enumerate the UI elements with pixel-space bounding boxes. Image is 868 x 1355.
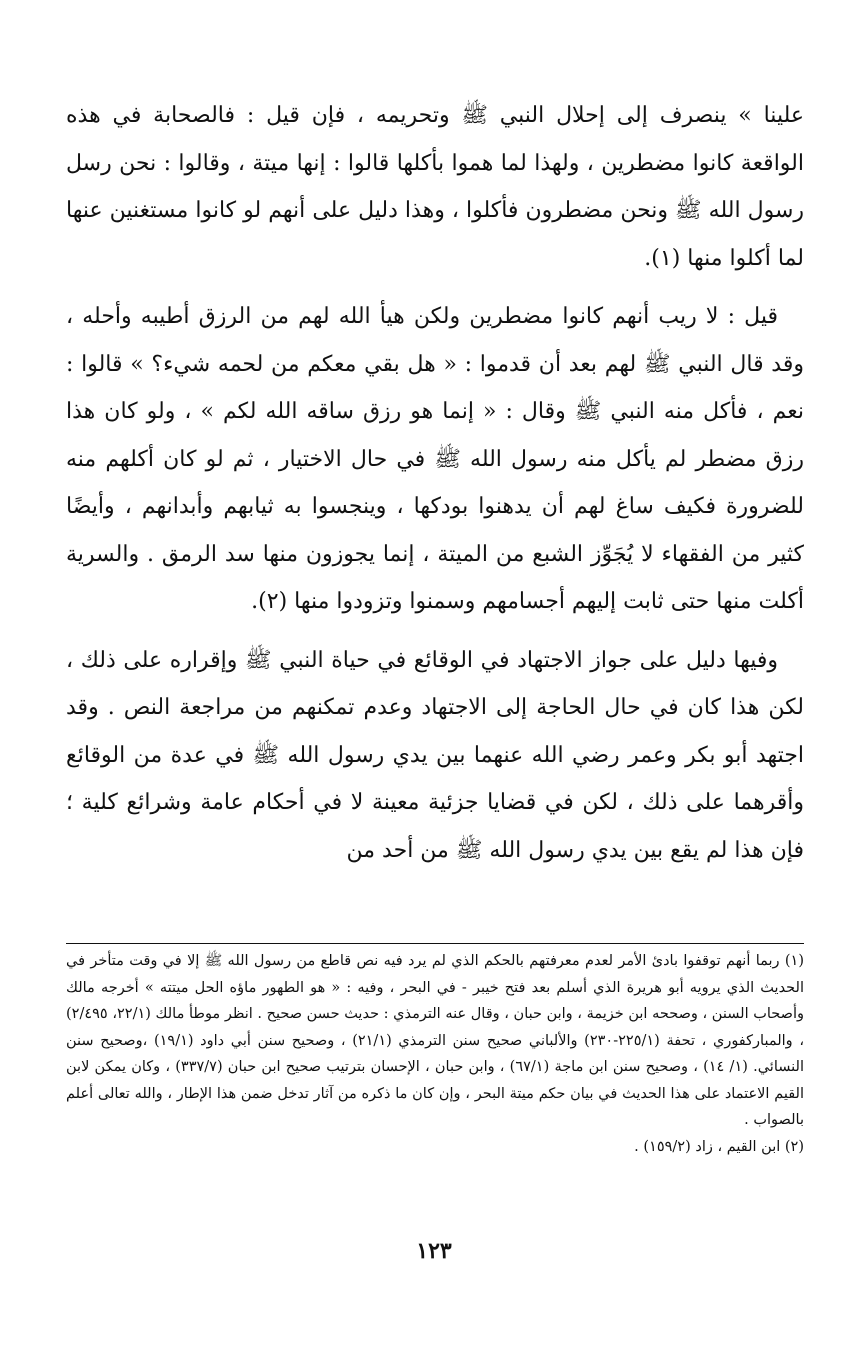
paragraph-3: وفيها دليل على جواز الاجتهاد في الوقائع في حياة النبي ﷺ وإقراره على ذلك ، لكن هذا كان في حال الحاجة إلى الاجتهاد وعدم تمكنهم من مراجعة النص . وقد اجتهد أبو بكر وعمر رضي الله عنهما بين يدي رسول الله ﷺ في عدة من الوقائع وأقرهما على ذلك ، لكن في قضايا جزئية معينة لا في أحكام عامة وشرائع كلية ؛ فإن هذا لم يقع بين يدي رسول الله ﷺ من أحد من	[66, 647, 804, 863]
footnote-1: (١) ربما أنهم توقفوا بادئ الأمر لعدم معرفتهم بالحكم الذي لم يرد فيه نص قاطع من رسول الله ﷺ إلا في وقت متأخر في الحديث الذي يرويه أبو هريرة الذي أسلم بعد فتح خيبر - في البحر ، وفيه : « هو الطهور ماؤه الحل ميتته » أخرجه مالك وأصحاب السنن ، وصححه ابن خزيمة ، وابن حبان ، وقال عنه الترمذي : حديث حسن صحيح . انظر موطأ مالك (٢٢/١، ٢/٤٩٥) ، والمباركفوري ، تحفة (٢٢٥/١-٢٣٠) والألباني صحيح سنن الترمذي (٢١/١) ، وصحيح سنن أبي داود (١٩/١) ،وصحيح سنن النسائي. (١/ ١٤) ، وصحيح سنن ابن ماجة (٦٧/١) ، وابن حبان ، الإحسان بترتيب صحيح ابن حبان (٣٣٧/٧) ، وكان يمكن لابن القيم الاعتماد على هذا الحديث في بيان حكم ميتة البحر ، وإن كان ما ذكره من آثار تدخل ضمن هذا الإطار ، والله تعالى أعلم بالصواب .	[66, 953, 805, 1128]
footnote-2: (٢) ابن القيم ، زاد (١٥٩/٢) .	[634, 1138, 804, 1155]
footnotes	[66, 948, 804, 1160]
paragraph-2: قيل : لا ريب أنهم كانوا مضطرين ولكن هيأ الله لهم من الرزق أطيبه وأحله ، وقد قال النبي ﷺ لهم بعد أن قدموا : « هل بقي معكم من لحمه شيء؟ » قالوا : نعم ، فأكل منه النبي ﷺ وقال : « إنما هو رزق ساقه الله لكم » ، ولو كان هذا رزق مضطر لم يأكل منه رسول الله ﷺ في حال الاختيار ، ثم لو كان أكلهم منه للضرورة فكيف ساغ لهم أن يدهنوا بودكها ، وينجسوا به ثيابهم وأبدانهم ، وأيضًا كثير من الفقهاء لا يُجَوِّز الشبع من الميتة ، إنما يجوزون منها سد الرمق . والسرية أكلت منها حتى ثابت إليهم أجسامهم وسمنوا وتزودوا منها (٢).	[66, 304, 804, 614]
footnote-separator	[66, 943, 804, 944]
page-number: ١٢٣	[416, 1238, 452, 1264]
paragraph-1: علينا » ينصرف إلى إحلال النبي ﷺ وتحريمه ، فإن قيل : فالصحابة في هذه الواقعة كانوا مضطرين ، ولهذا لما هموا بأكلها قالوا : إنها ميتة ، وقالوا : نحن رسل رسول الله ﷺ ونحن مضطرون فأكلوا ، وهذا دليل على أنهم لو كانوا مستغنين عنها لما أكلوا منها (١).	[66, 103, 804, 271]
main-text	[66, 92, 804, 874]
